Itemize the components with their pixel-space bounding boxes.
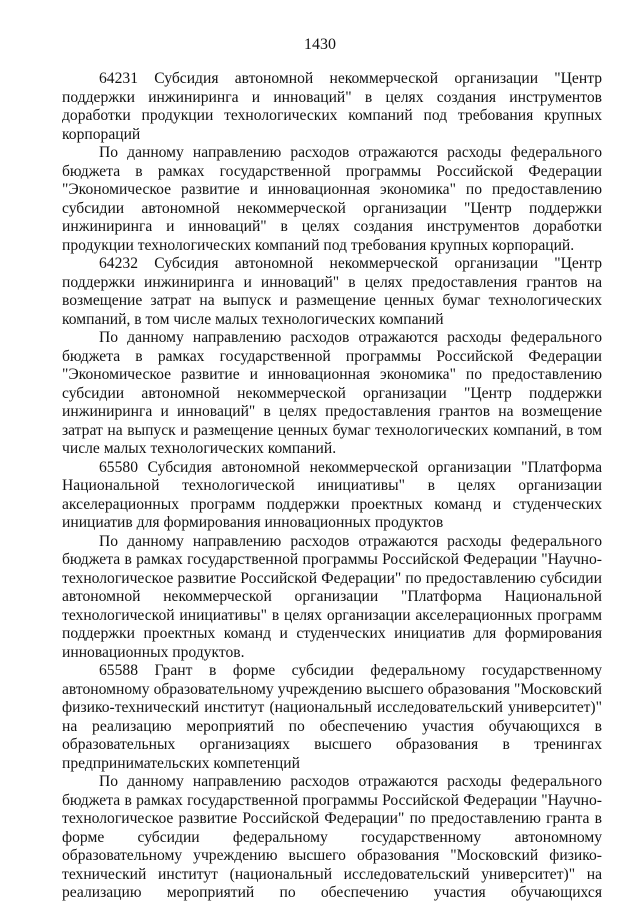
section-title-65588: 65588 Грант в форме субсидии федеральному государственному автономному образовательному учреждению высшего образования "Московский физико-технический институт (национальный исследовательский университет)" на реализацию мероприятий по обеспечению участия обучающихся в образовательных организациях высшего образования в тренингах предпринимательских компетенций [62, 662, 602, 772]
section-title-65580: 65580 Субсидия автономной некоммерческой организации "Платформа Национальной технологической инициативы" в целях организации акселерационных программ поддержки проектных команд и студенческих инициатив для формирования инновационных продуктов [62, 458, 602, 531]
section-description-64232: По данному направлению расходов отражаются расходы федерального бюджета в рамках государственной программы Российской Федерации "Экономическое развитие и инновационная экономика" по предоставлению субсидии автономной некоммерческой организации "Центр поддержки инжиниринга и инноваций" в целях предоставления грантов на возмещение затрат на выпуск и размещение ценных бумаг технологических компаний, в том числе малых технологических компаний. [62, 329, 602, 457]
page-number: 1430 [304, 36, 336, 53]
section-title-64231: 64231 Субсидия автономной некоммерческой организации "Центр поддержки инжиниринга и инноваций" в целях создания инструментов доработки продукции технологических компаний под требования крупных корпораций [62, 70, 602, 143]
section-description-64231: По данному направлению расходов отражаются расходы федерального бюджета в рамках государственной программы Российской Федерации "Экономическое развитие и инновационная экономика" по предоставлению субсидии автономной некоммерческой организации "Центр поддержки инжиниринга и инноваций" в целях создания инструментов доработки продукции технологических компаний под требования крупных корпораций. [62, 144, 602, 254]
section-description-65588: По данному направлению расходов отражаются расходы федерального бюджета в рамках государственной программы Российской Федерации "Научно-технологическое развитие Российской Федерации" по предоставлению гранта в форме субсидии федеральному государственному автономному образовательному учреждению высшего образования "Московский физико-технический институт (национальный исследовательский университет)" на реализацию мероприятий по обеспечению участия обучающихся [62, 773, 602, 901]
section-description-65580: По данному направлению расходов отражаются расходы федерального бюджета в рамках государственной программы Российской Федерации "Научно-технологическое развитие Российской Федерации" по предоставлению субсидии автономной некоммерческой организации "Платформа Национальной технологической инициативы" в целях организации акселерационных программ поддержки проектных команд и студенческих инициатив для формирования инновационных продуктов. [62, 532, 602, 661]
section-title-64232: 64232 Субсидия автономной некоммерческой организации "Центр поддержки инжиниринга и инноваций" в целях предоставления грантов на возмещение затрат на выпуск и размещение ценных бумаг технологических компаний, в том числе малых технологических компаний [62, 255, 602, 328]
document-body [62, 70, 602, 903]
